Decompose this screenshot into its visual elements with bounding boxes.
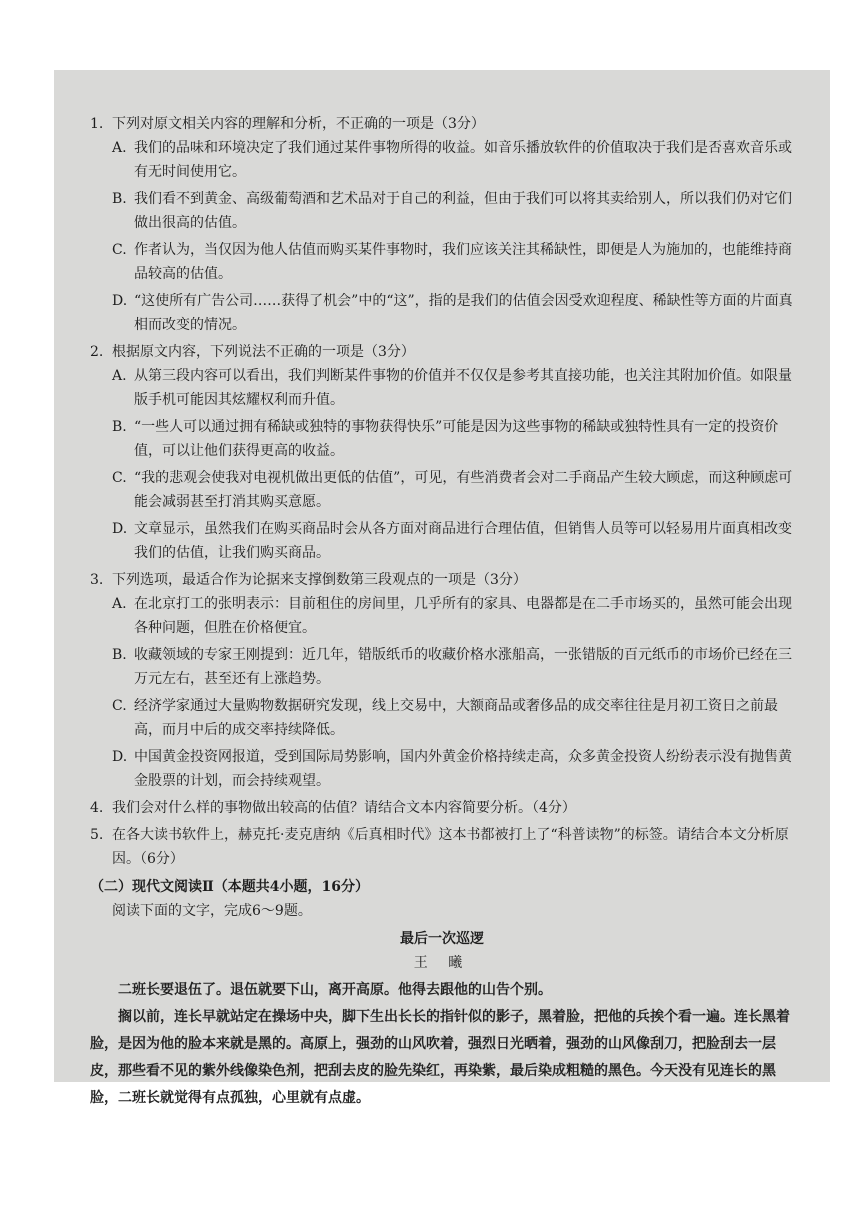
question-number: 5. [90,827,104,843]
answer-option [112,364,794,412]
option-text: 作者认为，当仅因为他人估值而购买某件事物时，我们应该关注其稀缺性，即便是人为施加的，也能维持商品较高的估值。 [134,242,792,282]
question-3 [90,568,794,793]
option-key: C. [112,698,127,714]
question-number: 2. [90,344,104,360]
question-4 [90,796,794,820]
question-stem [90,796,794,820]
question-stem [90,112,794,136]
answer-option [112,136,794,184]
question-2 [90,340,794,565]
section-heading: （二）现代文阅读Ⅱ（本题共4小题，16分） [90,879,370,895]
question-text: 根据原文内容，下列说法不正确的一项是（3分） [112,344,415,360]
option-key: D. [112,521,128,537]
option-key: B. [112,419,127,435]
option-key: B. [112,647,127,663]
option-text: “我的悲观会使我对电视机做出更低的估值”，可见，有些消费者会对二手商品产生较大顾虑，而这种顾虑可能会减弱甚至打消其购买意愿。 [134,470,793,510]
answer-option [112,694,794,742]
question-stem [90,340,794,364]
answer-option [112,289,794,337]
answer-option [112,745,794,793]
answer-option [112,592,794,640]
question-1 [90,112,794,337]
question-stem [90,568,794,592]
option-key: A. [112,596,127,612]
answer-option [112,238,794,286]
question-text: 在各大读书软件上，赫克托·麦克唐纳《后真相时代》这本书都被打上了“科普读物”的标签。请结合本文分析原因。（6分） [112,827,789,867]
option-key: A. [112,140,127,156]
option-key: D. [112,293,128,309]
option-text: “这使所有广告公司……获得了机会”中的“这”，指的是我们的估值会因受欢迎程度、稀缺性等方面的片面真相而改变的情况。 [134,293,793,333]
question-text: 下列选项，最适合作为论据来支撑倒数第三段观点的一项是（3分） [112,572,527,588]
article-paragraph: 二班长要退伍了。退伍就要下山，离开高原。他得去跟他的山告个别。 [118,982,552,998]
document-photo [54,70,830,1106]
option-text: 从第三段内容可以看出，我们判断某件事物的价值并不仅仅是参考其直接功能，也关注其附加价值。如限量版手机可能因其炫耀权利而升值。 [134,368,792,408]
option-key: C. [112,242,127,258]
article-title: 最后一次巡逻 [400,931,484,947]
answer-option [112,643,794,691]
article-paragraph: 搁以前，连长早就站定在操场中央，脚下生出长长的指针似的影子，黑着脸，把他的兵挨个看一遍。连长黑着脸，是因为他的脸本来就是黑的。高原上，强劲的山风吹着，强烈日光晒着，强劲的山风像刮刀，把脸刮去一层皮，那些看不见的紫外线像染色剂，把刮去皮的脸先染红，再染紫，最后染成粗糙的黑色。今天没有见连长的黑脸，二班长就觉得有点孤独，心里就有点虚。 [90,1009,790,1106]
question-number: 3. [90,572,104,588]
question-number: 1. [90,116,104,132]
answer-option [112,466,794,514]
option-key: C. [112,470,127,486]
option-key: A. [112,368,127,384]
option-text: 文章显示，虽然我们在购买商品时会从各方面对商品进行合理估值，但销售人员等可以轻易用片面真相改变我们的估值，让我们购买商品。 [134,521,792,561]
answer-option [112,517,794,565]
exam-page-content [90,112,794,1112]
answer-option [112,415,794,463]
question-5 [90,823,794,871]
option-text: 我们的品味和环境决定了我们通过某件事物所得的收益。如音乐播放软件的价值取决于我们是否喜欢音乐或有无时间使用它。 [134,140,792,180]
option-text: 收藏领域的专家王刚提到：近几年，错版纸币的收藏价格水涨船高，一张错版的百元纸币的市场价已经在三万元左右，甚至还有上涨趋势。 [134,647,792,687]
question-stem [90,823,794,871]
option-text: 我们看不到黄金、高级葡萄酒和艺术品对于自己的利益，但由于我们可以将其卖给别人，所以我们仍对它们做出很高的估值。 [134,191,792,231]
option-text: 在北京打工的张明表示：目前租住的房间里，几乎所有的家具、电器都是在二手市场买的，虽然可能会出现各种问题，但胜在价格便宜。 [134,596,792,636]
option-text: 经济学家通过大量购物数据研究发现，线上交易中，大额商品或奢侈品的成交率往往是月初工资日之前最高，而月中后的成交率持续降低。 [134,698,778,738]
option-key: B. [112,191,127,207]
option-text: “一些人可以通过拥有稀缺或独特的事物获得快乐”可能是因为这些事物的稀缺或独特性具有一定的投资价值，可以让他们获得更高的收益。 [134,419,779,459]
section-instruction: 阅读下面的文字，完成6～9题。 [112,903,312,919]
question-list [90,112,794,871]
question-text: 我们会对什么样的事物做出较高的估值？请结合文本内容简要分析。（4分） [112,800,576,816]
option-text: 中国黄金投资网报道，受到国际局势影响，国内外黄金价格持续走高，众多黄金投资人纷纷表示没有抛售黄金股票的计划，而会持续观望。 [134,749,792,789]
article-author: 王 曦 [413,955,471,971]
article-body [90,977,794,1112]
question-text: 下列对原文相关内容的理解和分析，不正确的一项是（3分） [112,116,485,132]
question-number: 4. [90,800,104,816]
answer-option [112,187,794,235]
option-key: D. [112,749,128,765]
